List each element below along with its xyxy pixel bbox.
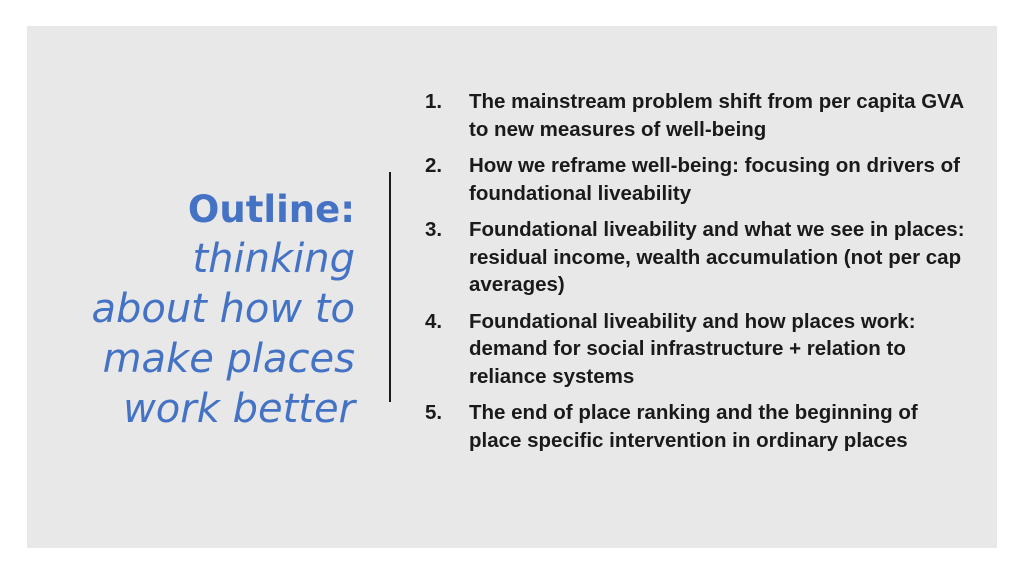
vertical-divider — [389, 172, 391, 402]
title-subline: thinking — [192, 236, 355, 282]
item-text: Foundational liveability and what we see in places: residual income, wealth accumulation (not per cap averages) — [469, 218, 965, 296]
title-subline: about how to — [91, 286, 355, 332]
title-subline: work better — [123, 386, 355, 432]
item-text: The mainstream problem shift from per capita GVA to new measures of well-being — [469, 90, 964, 141]
outline-item — [425, 308, 965, 391]
item-text: How we reframe well-being: focusing on drivers of foundational liveability — [469, 154, 960, 205]
item-number: 2. — [425, 154, 443, 177]
title-heading: Outline: — [187, 188, 355, 231]
title-subline: make places — [102, 336, 355, 382]
outline-item — [425, 216, 965, 299]
item-text: The end of place ranking and the beginning of place specific intervention in ordinary places — [469, 401, 918, 452]
item-number: 4. — [425, 309, 443, 333]
outline-item — [425, 152, 965, 207]
item-text: Foundational liveability and how places work: demand for social infrastructure + relation to reliance systems — [469, 309, 916, 388]
slide-title — [27, 186, 355, 434]
item-number: 3. — [425, 218, 443, 241]
outline-item — [425, 88, 965, 143]
outline-item — [425, 399, 965, 454]
item-number: 1. — [425, 90, 443, 113]
outline-list — [425, 88, 965, 463]
slide — [27, 26, 997, 548]
item-number: 5. — [425, 401, 443, 424]
